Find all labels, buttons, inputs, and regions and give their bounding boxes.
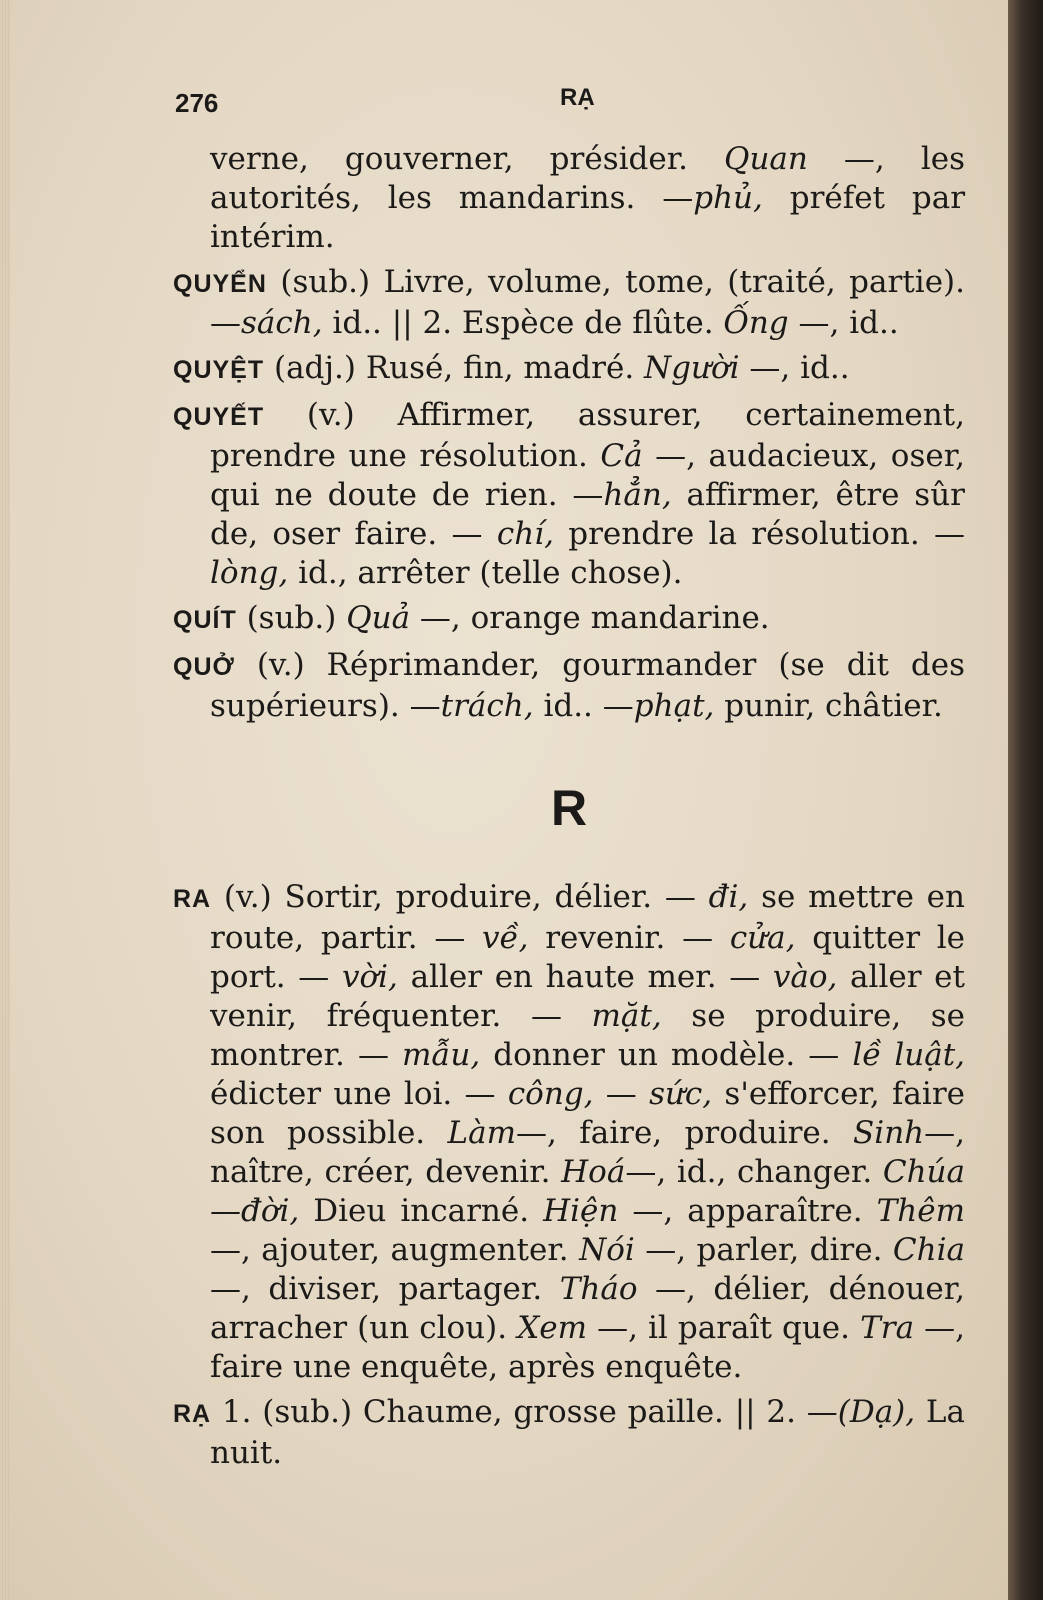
section-letter: R [550, 780, 588, 836]
entry-definition-text: —, apparaître. [618, 1193, 877, 1229]
entry-definition-text: —, orange mandarine. [410, 600, 770, 636]
entry-definition-text: quitter le port. — [210, 920, 965, 995]
entry-vietnamese-term: Cả [600, 438, 643, 474]
entry-vietnamese-term: sức, [649, 1076, 713, 1112]
entry-vietnamese-term: Người [644, 350, 740, 386]
book-spine [1008, 0, 1043, 1600]
entry-definition-text: —, id., changer. [625, 1154, 883, 1190]
entry-definition-text: donner un modèle. — [480, 1037, 853, 1073]
entry-definition-text: (v.) Réprimander, gourmander (se dit des supérieurs). — [210, 647, 965, 724]
entry-definition-text: aller en haute mer. — [397, 959, 773, 995]
dictionary-entry [173, 396, 965, 593]
entry-vietnamese-term: Ống [723, 305, 789, 341]
entry-vietnamese-term: Sinh [853, 1115, 925, 1151]
entry-headword: QUYỆT [173, 356, 265, 384]
entry-definition-text: punir, châtier. [714, 688, 943, 724]
entry-definition-text: La nuit. [210, 1394, 966, 1471]
dictionary-entry [173, 599, 965, 640]
dictionary-text [173, 140, 965, 1479]
entry-headword: QUÍT [173, 606, 237, 634]
entry-headword: QUYẾT [173, 403, 265, 431]
entry-vietnamese-term: chí, [496, 516, 554, 552]
entry-definition-text: —, diviser, partager. [210, 1271, 560, 1307]
entry-definition-text: s'efforcer, faire son possible. [210, 1076, 965, 1151]
entry-definition-text: (sub.) Livre, volume, tome, (traité, partie). — [210, 264, 965, 341]
entry-definition-text: (adj.) Rusé, fin, madré. [264, 350, 645, 386]
dictionary-entry [173, 646, 965, 726]
entry-vietnamese-term: đi, [708, 879, 749, 915]
entry-definition-text: —, les autorités, les mandarins. — [210, 141, 965, 216]
entry-vietnamese-term: về, [482, 920, 529, 956]
entry-vietnamese-term: Thêm [876, 1193, 965, 1229]
entry-vietnamese-term: lề luật, [852, 1037, 966, 1073]
entry-definition-text: —, faire une enquête, après enquête. [210, 1310, 965, 1385]
dictionary-entry [173, 1393, 965, 1473]
entry-vietnamese-term: hẳn, [603, 477, 672, 513]
entry-headword: QUYỂN [173, 270, 267, 298]
entry-definition-text: —, id.. [739, 350, 850, 386]
entry-definition-text: —, audacieux, oser, qui ne doute de rien. — [210, 438, 965, 513]
entry-definition-text: 1. (sub.) Chaume, grosse paille. || 2. — [211, 1394, 838, 1430]
entry-vietnamese-term: Nói [579, 1232, 635, 1268]
entry-vietnamese-term: Hoá [561, 1154, 626, 1190]
entry-definition-text: revenir. — [528, 920, 730, 956]
entry-headword: RẠ [173, 1400, 212, 1428]
entry-definition-text: —, id.. [788, 305, 899, 341]
entry-vietnamese-term: Xem [517, 1310, 588, 1346]
entry-vietnamese-term: Tra [860, 1310, 915, 1346]
entry-definition-text: préfet par intérim. [210, 180, 966, 255]
entry-vietnamese-term: trách, [440, 688, 534, 724]
entry-vietnamese-term: vời, [341, 959, 398, 995]
running-head: RẠ [560, 84, 595, 111]
entry-headword: QUỞ [173, 653, 235, 681]
entry-vietnamese-term: sách, [241, 305, 323, 341]
entry-vietnamese-term: Tháo [559, 1271, 638, 1307]
entry-vietnamese-term: Chúa—đời, [210, 1154, 965, 1229]
entry-definition-text: —, parler, dire. [634, 1232, 893, 1268]
entry-vietnamese-term: công, [507, 1076, 594, 1112]
entry-definition-text: id.. || 2. Espèce de flûte. [322, 305, 724, 341]
page-number: 276 [175, 88, 219, 118]
entries-r [173, 878, 965, 1473]
page-header [175, 84, 965, 124]
entry-definition-text: aller et venir, fréquenter. — [210, 959, 965, 1034]
entry-vietnamese-term: (Dạ), [837, 1394, 916, 1430]
dictionary-entry [173, 140, 965, 257]
entry-definition-text: —, ajouter, augmenter. [210, 1232, 580, 1268]
entry-definition-text: (v.) Sortir, produire, délier. — [211, 879, 709, 915]
entry-vietnamese-term: Chia [892, 1232, 965, 1268]
entry-definition-text: (sub.) [236, 600, 347, 636]
entry-vietnamese-term: Quả [346, 600, 411, 636]
entry-definition-text: se produire, se montrer. — [210, 998, 965, 1073]
entry-definition-text: id., arrêter (telle chose). [288, 555, 683, 591]
entry-definition-text: se mettre en route, partir. — [210, 879, 965, 956]
entry-vietnamese-term: phủ, [693, 180, 763, 216]
entry-definition-text: id.. — [533, 688, 634, 724]
entry-definition-text: Dieu incarné. [299, 1193, 544, 1229]
dictionary-entry [173, 878, 965, 1387]
entry-vietnamese-term: phạt, [633, 688, 715, 724]
entry-definition-text: prendre la résolution. — [553, 516, 965, 552]
entry-vietnamese-term: Quan [724, 141, 808, 177]
entry-vietnamese-term: cửa, [729, 920, 796, 956]
entry-headword: RA [173, 885, 212, 913]
entry-definition-text: —, faire, produire. [516, 1115, 854, 1151]
entry-vietnamese-term: mặt, [591, 998, 662, 1034]
entry-vietnamese-term: vào, [772, 959, 838, 995]
entries-q [173, 140, 965, 726]
entry-vietnamese-term: Hiện [543, 1193, 619, 1229]
entry-definition-text: —, naître, créer, devenir. [210, 1115, 965, 1190]
page-edge [0, 0, 10, 1600]
entry-vietnamese-term: lòng, [210, 555, 289, 591]
entry-definition-text: verne, gouverner, présider. [210, 141, 725, 177]
dictionary-entry [173, 263, 965, 343]
entry-definition-text: —, il paraît que. [587, 1310, 861, 1346]
dictionary-entry [173, 349, 965, 390]
entry-definition-text: —, délier, dénouer, arracher (un clou). [210, 1271, 965, 1346]
entry-definition-text: édicter une loi. — [210, 1076, 508, 1112]
entry-vietnamese-term: Làm [447, 1115, 517, 1151]
entry-definition-text: — [593, 1076, 650, 1112]
entry-definition-text: affirmer, être sûr de, oser faire. — [210, 477, 965, 552]
entry-definition-text: (v.) Affirmer, assurer, certainement, prendre une résolution. [210, 397, 965, 474]
entry-vietnamese-term: mẫu, [402, 1037, 481, 1073]
